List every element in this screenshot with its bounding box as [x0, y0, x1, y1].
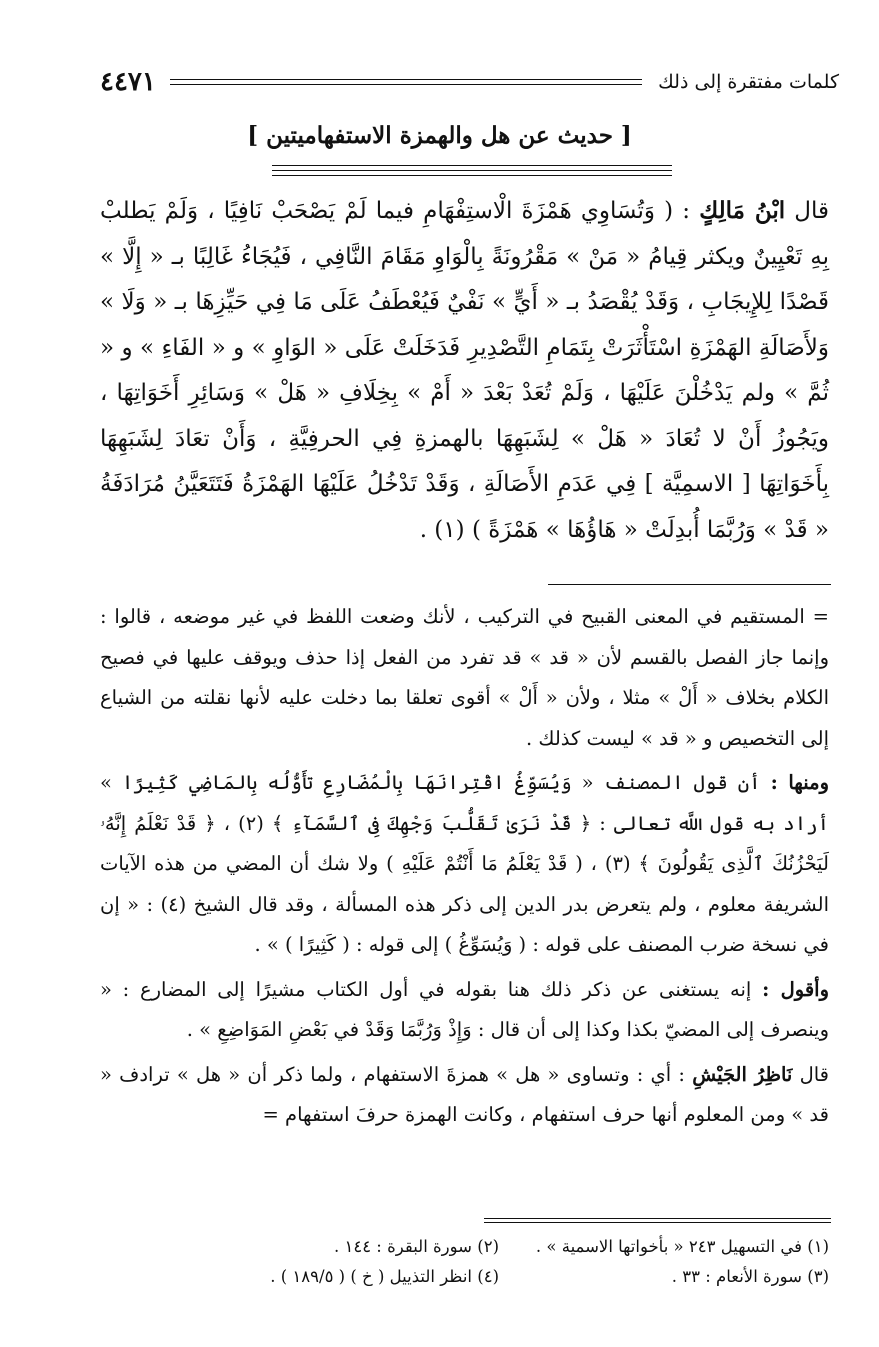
- paragraph-text: إنه يستغنى عن ذكر ذلك هنا بقوله في أول الكتاب مشيرًا إلى المضارع : « وينصرف إلى المضيّ بكذا وكذا إلى أن قال : وَإِذْ وَرُبَّمَا وَقَدْ في بَعْضِ المَوَاضِعِ » .: [100, 977, 829, 1041]
- footnote-divider: [548, 584, 831, 585]
- footnote: (١) في التسهيل ٢٤٣ « بأخواتها الاسمية » .: [535, 1237, 829, 1256]
- commentary-paragraph-2: [100, 763, 829, 966]
- commentary: [100, 597, 829, 1140]
- running-title: كلمات مفتقرة إلى ذلك: [658, 71, 839, 93]
- header-rule: [170, 79, 642, 85]
- paragraph-lead: قال: [799, 1062, 829, 1086]
- paragraph-text: أن قول المصنف « وَيُسَوِّغُ اقْتِرانَهَا بِالْمُضَارِعِ تأَوُّلُه بِالمَاضِي كَثِيرًا » أراد به قول اللَّه تعالى : ﴿ قَدْ نَرَىٰ تَقَلُّبَ وَجْهِكَ فِى ٱلسَّمَآءِ ﴾ (٢) ، ﴿ قَدْ نَعْلَمُ إِنَّهُۥ لَيَحْزُنُكَ ٱلَّذِى يَقُولُونَ ﴾ (٣) ، ( قَدْ يَعْلَمُ مَا أَنْتُمْ عَلَيْهِ ) ولا شك أن المضي من هذه الآيات الشريفة معلوم ، ولم يتعرض بدر الدين إلى ذكر هذه المسألة ، وقد قال الشيخ (٤) : « إن في نسخة ضرب المصنف على قوله : ( وَيُسَوِّغُ ) إلى قوله : ( كَثِيرًا ) » .: [100, 771, 829, 956]
- main-text: [100, 188, 829, 553]
- main-lead: قال: [794, 198, 830, 224]
- commentator-name: نَاظِرُ الجَيْشِ: [692, 1062, 793, 1086]
- footnote: (٢) سورة البقرة : ١٤٤ .: [333, 1237, 499, 1256]
- footnotes: [130, 1232, 829, 1292]
- main-paragraph: [100, 188, 829, 553]
- section-title: [ حديث عن هل والهمزة الاستفهاميتين ]: [247, 122, 632, 149]
- page-number: ٤٤٧١: [100, 67, 156, 97]
- section-title-rules: [272, 165, 672, 180]
- paragraph-lead: ومنها :: [770, 771, 830, 794]
- commentary-paragraph-3: [100, 970, 829, 1051]
- paragraph-lead: وأقول :: [762, 977, 829, 1001]
- commentary-paragraph-1: = المستقيم في المعنى القبيح في التركيب ، لأنك وضعت اللفظ في غير موضعه ، قالوا : وإنما جاز الفصل بالقسم لأن « قد » قد تفرد من الفعل إذا حذف ويوقف عليها في فصيح الكلام بخلاف « أَلْ » مثلا ، ولأن « أَلْ » أقوى تعلقا بما دخلت عليه لأنها نقلته من الشياع إلى التخصيص و « قد » ليست كذلك .: [100, 605, 829, 750]
- footnote-row: [130, 1262, 829, 1292]
- running-header: [100, 62, 839, 102]
- author-name: ابْنُ مَالِكٍ: [699, 197, 786, 224]
- footnote: (٤) انظر التذييل ( خ ) ( ١٨٩/٥ ) .: [270, 1267, 499, 1286]
- footnote: (٣) سورة الأنعام : ٣٣ .: [671, 1267, 829, 1286]
- footnote-rules: [484, 1218, 831, 1226]
- main-body: : ( وَتُسَاوِي هَمْزَةَ الْاستِفْهَامِ فيما لَمْ يَصْحَبْ نَافِيًا ، وَلَمْ يَطلبْ بِهِ تَعْيِينٌ ويكثر قِيامُ « مَنْ » مَقْرُونَةً بِالْوَاوِ مَقَامَ النَّافِي ، فَيُجَاءُ غَالِبًا بـ « إِلَّا » قَصْدًا لِلإِيجَابِ ، وَقَدْ يُقْصَدُ بـ « أَيٍّ » نَفْيٌ فَيُعْطَفُ عَلَى مَا فِي حَيِّزِهَا بـ « وَلَا » وَلأَصَالَةِ الهَمْزَةِ اسْتَأْثَرَتْ بِتَمَامِ التَّصْدِيرِ فَدَخَلَتْ عَلَى « الوَاوِ » و « الفَاءِ » و « ثُمَّ » ولم يَدْخُلْنَ عَلَيْهَا ، وَلَمْ تُعَدْ بَعْدَ « أَمْ » بِخِلَافِ « هَلْ » وَسَائِرِ أَخَوَاتِهَا ، ويَجُوزُ أَنْ لا تُعَادَ « هَلْ » لِشَبَهِهَا بالهمزةِ فِي الحرفِيَّةِ ، وَأَنْ تعَادَ لِشَبَهِهَا بِأَخَوَاتِهَا [ الاسمِيَّة ] فِي عَدَمِ الأَصَالَةِ ، وَقَدْ تَدْخُلُ عَلَيْهَا الهَمْزَةُ فَتَتَعَيَّنُ مُرَادَفَةُ « قَدْ » وَرُبَّمَا أُبدِلَتْ « هَاؤُهَا » هَمْزَةً ) (١) .: [100, 198, 829, 543]
- paragraph-text: : أي : وتساوى « هل » همزةَ الاستفهام ، ولما ذكر أن « هل » ترادف « قد » ومن المعلوم أنها حرف استفهام ، وكانت الهمزة حرفَ استفهام =: [100, 1062, 829, 1126]
- commentary-paragraph-4: [100, 1055, 829, 1136]
- footnote-row: [130, 1232, 829, 1262]
